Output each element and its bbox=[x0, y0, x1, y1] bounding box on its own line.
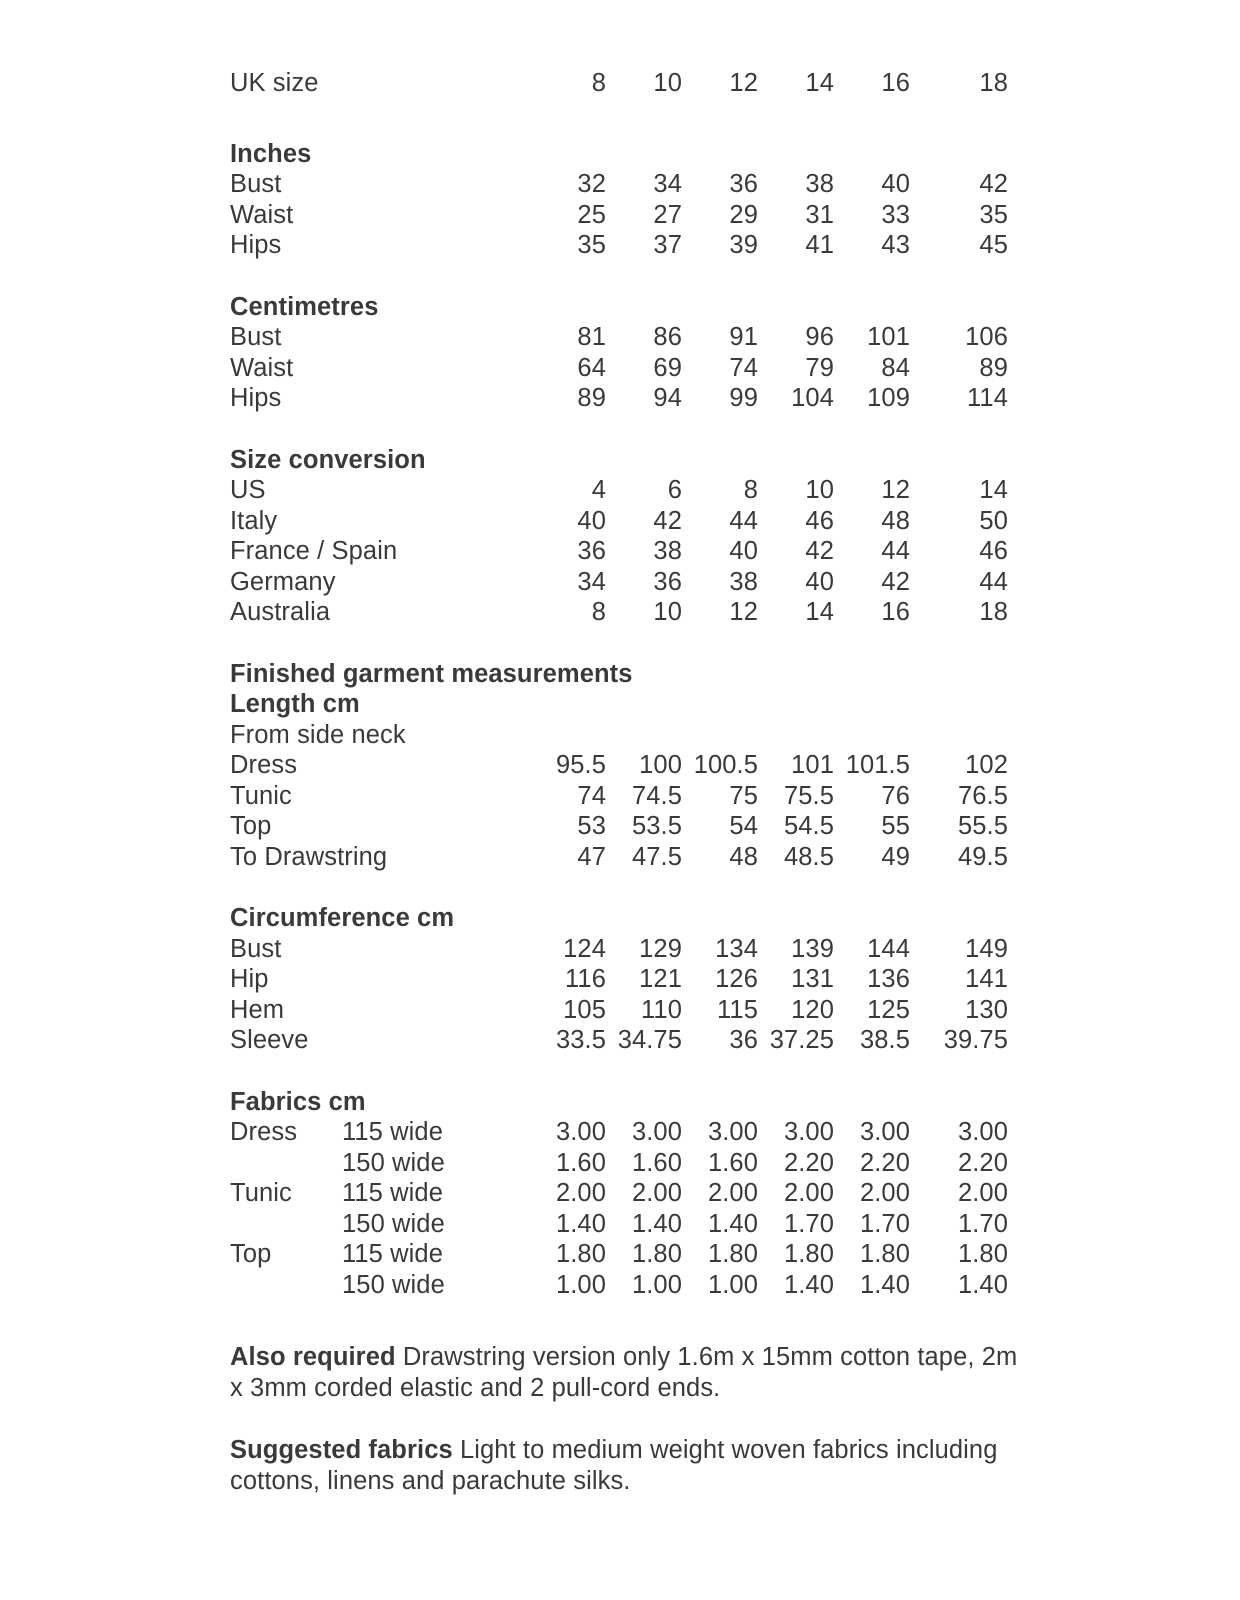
cell: 44 bbox=[729, 506, 758, 535]
section-heading-centimetres: Centimetres bbox=[230, 292, 379, 321]
cell: 55.5 bbox=[957, 812, 1008, 840]
cell: 36 bbox=[729, 1026, 758, 1054]
cell: 121 bbox=[639, 965, 682, 993]
fabric-width-label: 150 wide bbox=[342, 1148, 445, 1177]
cell: 4 bbox=[591, 476, 606, 504]
row-label: To Drawstring bbox=[230, 842, 388, 871]
row-label: Sleeve bbox=[230, 1026, 309, 1054]
cell: 95.5 bbox=[555, 751, 606, 779]
cell: 139 bbox=[791, 934, 834, 963]
fabric-width-label: 150 wide bbox=[342, 1209, 445, 1238]
cell: 1.80 bbox=[859, 1240, 910, 1268]
cell: 44 bbox=[979, 567, 1008, 596]
cell: 43 bbox=[881, 231, 910, 259]
cell: 3.00 bbox=[859, 1118, 910, 1146]
table-row bbox=[230, 322, 1008, 353]
cell: 136 bbox=[867, 965, 910, 993]
table-row bbox=[230, 1209, 1008, 1240]
cell: 91 bbox=[729, 323, 758, 351]
cell: 74.5 bbox=[631, 781, 682, 810]
cell: 33 bbox=[881, 200, 910, 229]
cell: 134 bbox=[715, 934, 758, 963]
cell: 12 bbox=[729, 598, 758, 626]
cell: 32 bbox=[577, 170, 606, 198]
fabric-width-label: 115 wide bbox=[342, 1240, 443, 1268]
garment-label bbox=[230, 1209, 342, 1240]
table-row bbox=[230, 230, 1008, 261]
uk-size-col-3: 14 bbox=[805, 69, 834, 97]
table-row bbox=[230, 597, 1008, 628]
table-row bbox=[230, 964, 1008, 995]
cell: 40 bbox=[729, 537, 758, 565]
cell: 38 bbox=[729, 567, 758, 596]
cell: 35 bbox=[979, 200, 1008, 229]
cell: 144 bbox=[867, 934, 910, 963]
cell: 141 bbox=[965, 965, 1008, 993]
table-row bbox=[230, 475, 1008, 506]
cell: 1.60 bbox=[631, 1148, 682, 1177]
row-label: Hips bbox=[230, 231, 282, 259]
cell: 1.80 bbox=[783, 1240, 834, 1268]
subsection-heading-length-cm: Length cm bbox=[230, 690, 360, 718]
row-label: Hem bbox=[230, 995, 285, 1024]
section-heading-finished-garment: Finished garment measurements bbox=[230, 659, 633, 688]
inches-table bbox=[230, 169, 1008, 261]
cell: 40 bbox=[881, 170, 910, 198]
cell: 94 bbox=[653, 384, 682, 412]
row-label: Hips bbox=[230, 384, 282, 412]
cell: 149 bbox=[965, 934, 1008, 963]
fabric-width-label: 115 wide bbox=[342, 1179, 443, 1207]
section-heading-circumference: Circumference cm bbox=[230, 904, 455, 932]
cell: 16 bbox=[881, 598, 910, 626]
cell: 39 bbox=[729, 231, 758, 259]
cell: 89 bbox=[979, 353, 1008, 382]
cell: 38 bbox=[805, 170, 834, 198]
cell: 34.75 bbox=[617, 1026, 682, 1054]
cell: 37 bbox=[653, 231, 682, 259]
cell: 2.00 bbox=[707, 1179, 758, 1207]
cell: 1.70 bbox=[859, 1209, 910, 1238]
cell: 3.00 bbox=[957, 1118, 1008, 1146]
section-heading-fabrics: Fabrics cm bbox=[230, 1087, 366, 1116]
cell: 2.00 bbox=[783, 1179, 834, 1207]
cell: 75 bbox=[729, 781, 758, 810]
row-label: Waist bbox=[230, 200, 294, 229]
garment-label bbox=[230, 1148, 342, 1179]
row-label: Australia bbox=[230, 598, 331, 626]
cell: 48 bbox=[729, 842, 758, 871]
cell: 42 bbox=[653, 506, 682, 535]
cell: 1.00 bbox=[707, 1270, 758, 1299]
cell: 96 bbox=[805, 323, 834, 351]
cell: 46 bbox=[805, 506, 834, 535]
table-row bbox=[230, 567, 1008, 598]
cell: 36 bbox=[653, 567, 682, 596]
cell: 69 bbox=[653, 353, 682, 382]
cell: 37.25 bbox=[769, 1026, 834, 1054]
cell: 2.00 bbox=[555, 1179, 606, 1207]
cell: 74 bbox=[577, 781, 606, 810]
cell: 3.00 bbox=[707, 1118, 758, 1146]
cell: 47.5 bbox=[631, 842, 682, 871]
notes-block bbox=[230, 1342, 1018, 1497]
cell: 45 bbox=[979, 231, 1008, 259]
cell: 54.5 bbox=[783, 812, 834, 840]
cell: 2.20 bbox=[859, 1148, 910, 1177]
table-row bbox=[230, 842, 1008, 873]
cell: 44 bbox=[881, 537, 910, 565]
row-label: Germany bbox=[230, 567, 336, 596]
cell: 48.5 bbox=[783, 842, 834, 871]
cell: 124 bbox=[563, 934, 606, 963]
cell: 54 bbox=[729, 812, 758, 840]
cell: 40 bbox=[577, 506, 606, 535]
centimetres-table bbox=[230, 322, 1008, 414]
table-row bbox=[230, 536, 1008, 567]
row-label: Bust bbox=[230, 934, 282, 963]
table-row bbox=[230, 995, 1008, 1026]
fabric-width-label: 150 wide bbox=[342, 1270, 445, 1299]
cell: 42 bbox=[979, 170, 1008, 198]
cell: 10 bbox=[805, 476, 834, 504]
cell: 75.5 bbox=[783, 781, 834, 810]
uk-size-header-table bbox=[230, 68, 1008, 99]
garment-label: Tunic bbox=[230, 1179, 292, 1207]
cell: 1.40 bbox=[957, 1270, 1008, 1299]
cell: 10 bbox=[653, 598, 682, 626]
cell: 33.5 bbox=[555, 1026, 606, 1054]
cell: 38.5 bbox=[859, 1026, 910, 1054]
cell: 36 bbox=[729, 170, 758, 198]
spacer bbox=[230, 261, 1008, 292]
cell: 42 bbox=[805, 537, 834, 565]
cell: 39.75 bbox=[943, 1026, 1008, 1054]
cell: 34 bbox=[653, 170, 682, 198]
fabric-width-label: 115 wide bbox=[342, 1118, 443, 1146]
cell: 1.00 bbox=[555, 1270, 606, 1299]
row-label: US bbox=[230, 476, 266, 504]
cell: 50 bbox=[979, 506, 1008, 535]
cell: 2.00 bbox=[631, 1179, 682, 1207]
cell: 34 bbox=[577, 567, 606, 596]
cell: 42 bbox=[881, 567, 910, 596]
garment-label: Top bbox=[230, 1240, 272, 1268]
row-label: Dress bbox=[230, 751, 298, 779]
cell: 1.40 bbox=[783, 1270, 834, 1299]
uk-size-col-1: 10 bbox=[653, 69, 682, 97]
cell: 115 bbox=[717, 995, 758, 1024]
table-row bbox=[230, 353, 1008, 384]
cell: 1.40 bbox=[707, 1209, 758, 1238]
table-row bbox=[230, 506, 1008, 537]
cell: 1.70 bbox=[957, 1209, 1008, 1238]
uk-size-col-2: 12 bbox=[729, 69, 758, 97]
cell: 89 bbox=[577, 384, 606, 412]
suggested-fabrics-text: Light to medium weight woven fabrics including cottons, linens and parachute silks. bbox=[230, 1436, 998, 1495]
cell: 101.5 bbox=[845, 751, 910, 779]
cell: 114 bbox=[967, 384, 1008, 412]
cell: 49 bbox=[881, 842, 910, 871]
cell: 74 bbox=[729, 353, 758, 382]
cell: 101 bbox=[867, 323, 910, 351]
cell: 1.80 bbox=[707, 1240, 758, 1268]
row-label: Italy bbox=[230, 506, 278, 535]
garment-label bbox=[230, 1270, 342, 1301]
table-row bbox=[230, 1239, 1008, 1270]
table-row bbox=[230, 200, 1008, 231]
cell: 27 bbox=[653, 200, 682, 229]
cell: 55 bbox=[881, 812, 910, 840]
cell: 36 bbox=[577, 537, 606, 565]
uk-size-col-5: 18 bbox=[979, 69, 1008, 97]
cell: 3.00 bbox=[555, 1118, 606, 1146]
uk-size-col-4: 16 bbox=[881, 69, 910, 97]
suggested-fabrics-label: Suggested fabrics bbox=[230, 1436, 453, 1464]
cell: 130 bbox=[965, 995, 1008, 1024]
cell: 35 bbox=[577, 231, 606, 259]
cell: 38 bbox=[653, 537, 682, 565]
section-heading-size-conversion: Size conversion bbox=[230, 445, 426, 474]
cell: 1.00 bbox=[631, 1270, 682, 1299]
cell: 8 bbox=[591, 598, 606, 626]
cell: 1.80 bbox=[555, 1240, 606, 1268]
cell: 126 bbox=[715, 965, 758, 993]
spacer bbox=[230, 628, 1008, 659]
cell: 110 bbox=[641, 995, 682, 1024]
table-row bbox=[230, 1148, 1008, 1179]
cell: 3.00 bbox=[631, 1118, 682, 1146]
table-row bbox=[230, 169, 1008, 200]
cell: 109 bbox=[867, 384, 910, 412]
cell: 49.5 bbox=[957, 842, 1008, 871]
cell: 129 bbox=[639, 934, 682, 963]
table-row bbox=[230, 1178, 1008, 1209]
cell: 53 bbox=[577, 812, 606, 840]
cell: 102 bbox=[965, 751, 1008, 779]
table-row bbox=[230, 781, 1008, 812]
cell: 1.60 bbox=[707, 1148, 758, 1177]
cell: 100 bbox=[639, 751, 682, 779]
spacer bbox=[230, 414, 1008, 445]
cell: 25 bbox=[577, 200, 606, 229]
cell: 1.80 bbox=[631, 1240, 682, 1268]
cell: 86 bbox=[653, 323, 682, 351]
row-label: France / Spain bbox=[230, 537, 398, 565]
cell: 41 bbox=[805, 231, 834, 259]
spacer bbox=[230, 99, 1008, 139]
cell: 131 bbox=[791, 965, 834, 993]
spacer bbox=[230, 872, 1008, 903]
cell: 46 bbox=[979, 537, 1008, 565]
section-heading-inches: Inches bbox=[230, 139, 312, 168]
cell: 29 bbox=[729, 200, 758, 229]
cell: 47 bbox=[577, 842, 606, 871]
cell: 2.00 bbox=[859, 1179, 910, 1207]
table-row bbox=[230, 1270, 1008, 1301]
cell: 104 bbox=[791, 384, 834, 412]
cell: 1.40 bbox=[859, 1270, 910, 1299]
also-required-text: Drawstring version only 1.6m x 15mm cotton tape, 2m x 3mm corded elastic and 2 pull-cord ends. bbox=[230, 1343, 1018, 1402]
fabrics-table bbox=[230, 1117, 1008, 1300]
spacer bbox=[230, 1056, 1008, 1087]
cell: 1.40 bbox=[555, 1209, 606, 1238]
cell: 2.20 bbox=[957, 1148, 1008, 1177]
table-row bbox=[230, 934, 1008, 965]
cell: 18 bbox=[979, 598, 1008, 626]
table-row bbox=[230, 1117, 1008, 1148]
uk-size-header-row bbox=[230, 68, 1008, 99]
uk-size-col-0: 8 bbox=[591, 69, 606, 97]
cell: 1.40 bbox=[631, 1209, 682, 1238]
cell: 99 bbox=[729, 384, 758, 412]
cell: 100.5 bbox=[693, 751, 758, 779]
uk-size-label: UK size bbox=[230, 69, 319, 97]
cell: 48 bbox=[881, 506, 910, 535]
cell: 14 bbox=[979, 476, 1008, 504]
subsection-note-from-side-neck: From side neck bbox=[230, 720, 406, 749]
row-label: Bust bbox=[230, 323, 282, 351]
length-table bbox=[230, 750, 1008, 872]
cell: 76.5 bbox=[957, 781, 1008, 810]
row-label: Top bbox=[230, 812, 272, 840]
table-row bbox=[230, 1025, 1008, 1056]
cell: 105 bbox=[563, 995, 606, 1024]
cell: 64 bbox=[577, 353, 606, 382]
cell: 53.5 bbox=[631, 812, 682, 840]
table-row bbox=[230, 811, 1008, 842]
cell: 2.20 bbox=[783, 1148, 834, 1177]
garment-label: Dress bbox=[230, 1118, 298, 1146]
also-required-label: Also required bbox=[230, 1343, 396, 1371]
row-label: Waist bbox=[230, 353, 294, 382]
row-label: Tunic bbox=[230, 781, 292, 810]
cell: 6 bbox=[667, 476, 682, 504]
also-required-note bbox=[230, 1342, 1020, 1404]
cell: 106 bbox=[965, 323, 1008, 351]
cell: 120 bbox=[791, 995, 834, 1024]
cell: 8 bbox=[743, 476, 758, 504]
size-conversion-table bbox=[230, 475, 1008, 628]
row-label: Hip bbox=[230, 965, 269, 993]
cell: 12 bbox=[881, 476, 910, 504]
cell: 40 bbox=[805, 567, 834, 596]
cell: 84 bbox=[881, 353, 910, 382]
cell: 2.00 bbox=[957, 1179, 1008, 1207]
cell: 3.00 bbox=[783, 1118, 834, 1146]
cell: 1.70 bbox=[783, 1209, 834, 1238]
cell: 76 bbox=[881, 781, 910, 810]
table-row bbox=[230, 750, 1008, 781]
cell: 79 bbox=[805, 353, 834, 382]
row-label: Bust bbox=[230, 170, 282, 198]
cell: 81 bbox=[577, 323, 606, 351]
cell: 14 bbox=[805, 598, 834, 626]
cell: 116 bbox=[565, 965, 606, 993]
cell: 125 bbox=[867, 995, 910, 1024]
cell: 1.80 bbox=[957, 1240, 1008, 1268]
cell: 31 bbox=[805, 200, 834, 229]
cell: 1.60 bbox=[555, 1148, 606, 1177]
table-row bbox=[230, 383, 1008, 414]
cell: 101 bbox=[791, 751, 834, 779]
circumference-table bbox=[230, 934, 1008, 1056]
suggested-fabrics-note bbox=[230, 1435, 1020, 1497]
